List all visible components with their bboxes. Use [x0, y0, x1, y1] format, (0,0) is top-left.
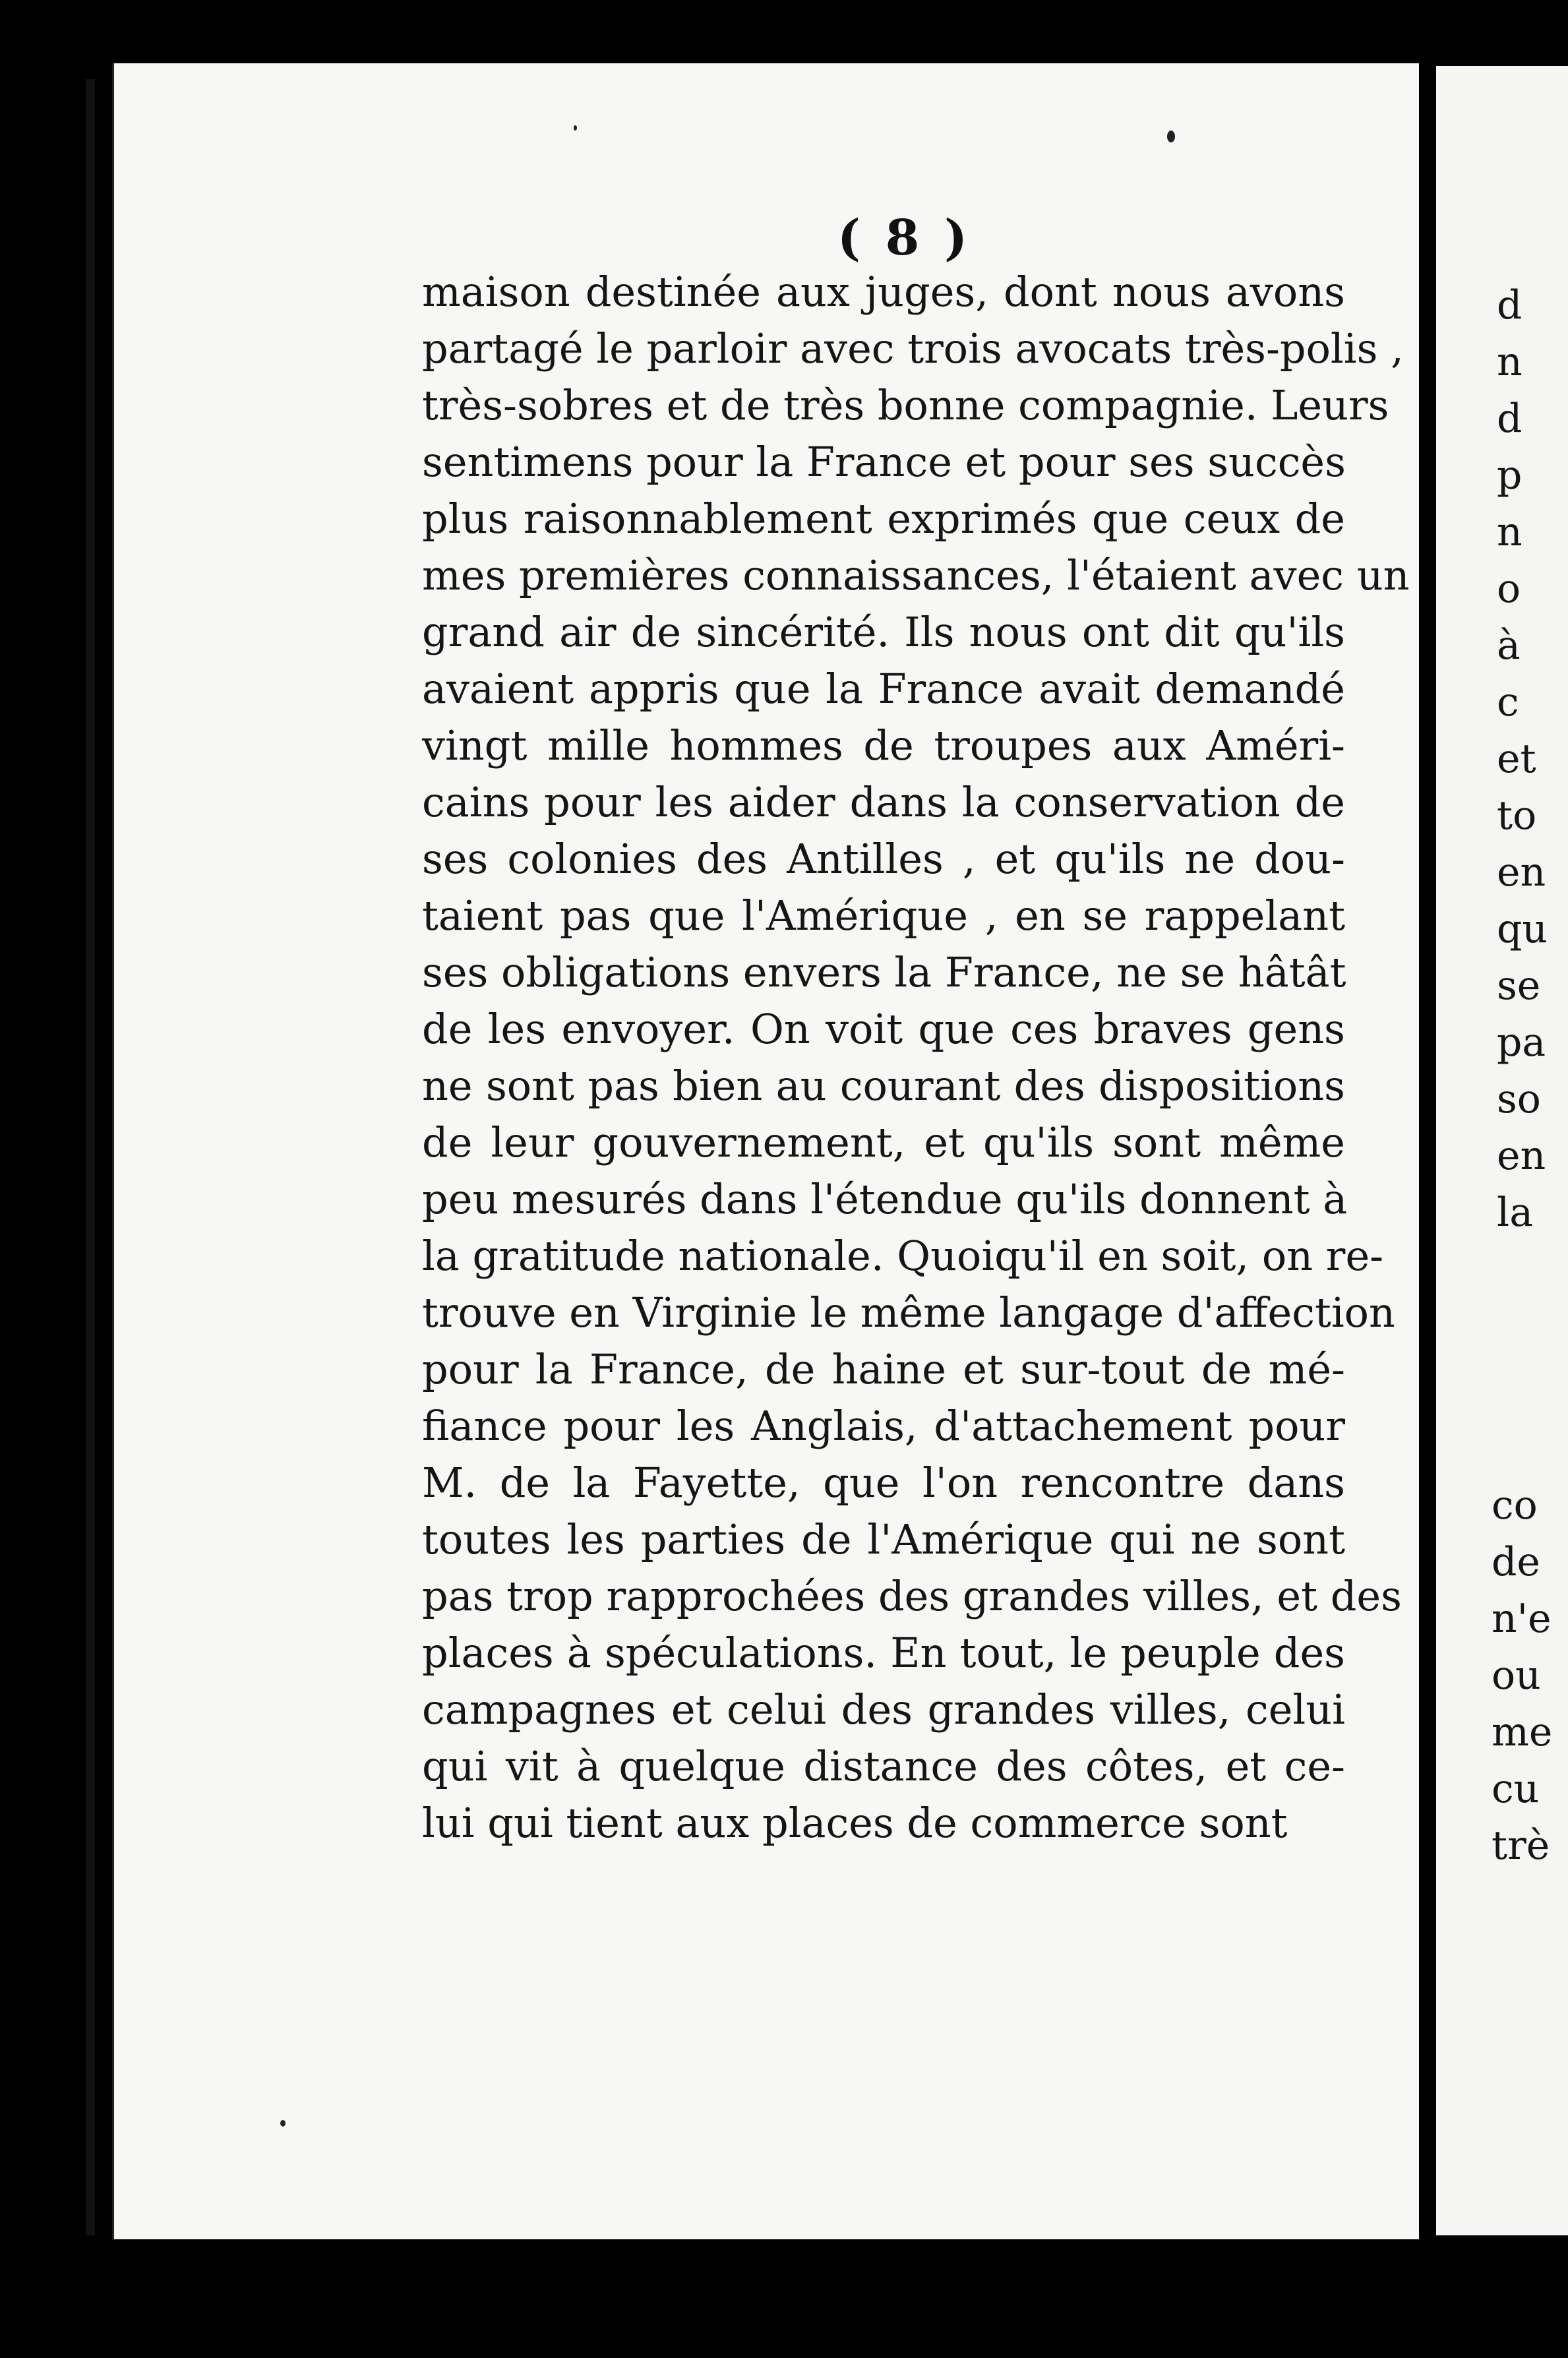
text-line: fiance pour les Anglais, d'attachement pour	[422, 1402, 1345, 1450]
fragment: se	[1497, 963, 1541, 1009]
fragment: en	[1497, 849, 1546, 895]
fragment: n'e	[1492, 1596, 1552, 1642]
fragment: en	[1497, 1133, 1546, 1179]
text-line: ses obligations envers la France, ne se hâtât	[422, 948, 1346, 996]
text-line: toutes les parties de l'Amérique qui ne sont	[422, 1515, 1345, 1563]
text-line: très-sobres et de très bonne compagnie. Leurs	[422, 381, 1389, 429]
text-line: places à spéculations. En tout, le peuple des	[422, 1629, 1345, 1677]
text-line: ne sont pas bien au courant des dispositions	[422, 1062, 1345, 1110]
text-line: avaient appris que la France avait demandé	[422, 665, 1345, 713]
body-text	[422, 264, 1410, 1852]
fragment: d	[1497, 396, 1523, 442]
facing-page-fragments-top	[1497, 277, 1548, 1241]
text-line: M. de la Fayette, que l'on rencontre dans	[422, 1459, 1345, 1507]
fragment: n	[1497, 509, 1523, 555]
fragment: d	[1497, 282, 1523, 328]
text-line: partagé le parloir avec trois avocats très-polis ,	[422, 324, 1404, 373]
fragment: n	[1497, 339, 1523, 385]
text-line: cains pour les aider dans la conservation de	[422, 778, 1345, 826]
text-line: trouve en Virginie le même langage d'affection	[422, 1288, 1395, 1337]
fragment: co	[1492, 1482, 1538, 1528]
text-line: mes premières connaissances, l'étaient avec un	[422, 551, 1410, 599]
text-line: taient pas que l'Amérique , en se rappelant	[422, 892, 1345, 940]
ink-speck	[1167, 131, 1175, 142]
fragment: cu	[1492, 1766, 1540, 1812]
text-line: sentimens pour la France et pour ses succès	[422, 438, 1346, 486]
text-line: vingt mille hommes de troupes aux Améri-	[422, 721, 1345, 770]
fragment: o	[1497, 566, 1521, 612]
book-spine-shadow	[86, 79, 95, 2235]
fragment: trè	[1492, 1823, 1550, 1869]
page-number: ( 8 )	[837, 210, 972, 266]
ink-speck	[574, 125, 577, 131]
fragment: ou	[1492, 1652, 1541, 1699]
text-line: de les envoyer. On voit que ces braves gens	[422, 1005, 1345, 1053]
fragment: c	[1497, 679, 1519, 725]
text-line: de leur gouvernement, et qu'ils sont même	[422, 1118, 1345, 1166]
fragment: p	[1497, 452, 1523, 499]
fragment: qu	[1497, 906, 1548, 952]
fragment: et	[1497, 736, 1536, 782]
text-line: pour la France, de haine et sur-tout de mé-	[422, 1345, 1345, 1393]
text-line: pas trop rapprochées des grandes villes, et des	[422, 1572, 1402, 1620]
ink-speck	[280, 2120, 286, 2127]
fragment: la	[1497, 1190, 1533, 1236]
fragment: so	[1497, 1076, 1541, 1122]
text-line: campagnes et celui des grandes villes, celui	[422, 1685, 1345, 1734]
text-line: plus raisonnablement exprimés que ceux de	[422, 495, 1345, 543]
fragment: de	[1492, 1539, 1540, 1585]
fragment: à	[1497, 622, 1521, 669]
fragment: to	[1497, 793, 1537, 839]
text-line: grand air de sincérité. Ils nous ont dit qu'ils	[422, 608, 1345, 656]
text-line: peu mesurés dans l'étendue qu'ils donnent à	[422, 1175, 1348, 1223]
fragment: me	[1492, 1709, 1553, 1755]
facing-page-fragments-bottom	[1492, 1477, 1552, 1874]
text-line: ses colonies des Antilles , et qu'ils ne dou-	[422, 835, 1345, 883]
text-line: lui qui tient aux places de commerce sont	[422, 1799, 1288, 1847]
text-line: qui vit à quelque distance des côtes, et ce-	[422, 1742, 1345, 1790]
fragment: pa	[1497, 1019, 1546, 1066]
text-line: la gratitude nationale. Quoiqu'il en soit, on re-	[422, 1232, 1384, 1280]
text-line: maison destinée aux juges, dont nous avons	[422, 268, 1345, 316]
